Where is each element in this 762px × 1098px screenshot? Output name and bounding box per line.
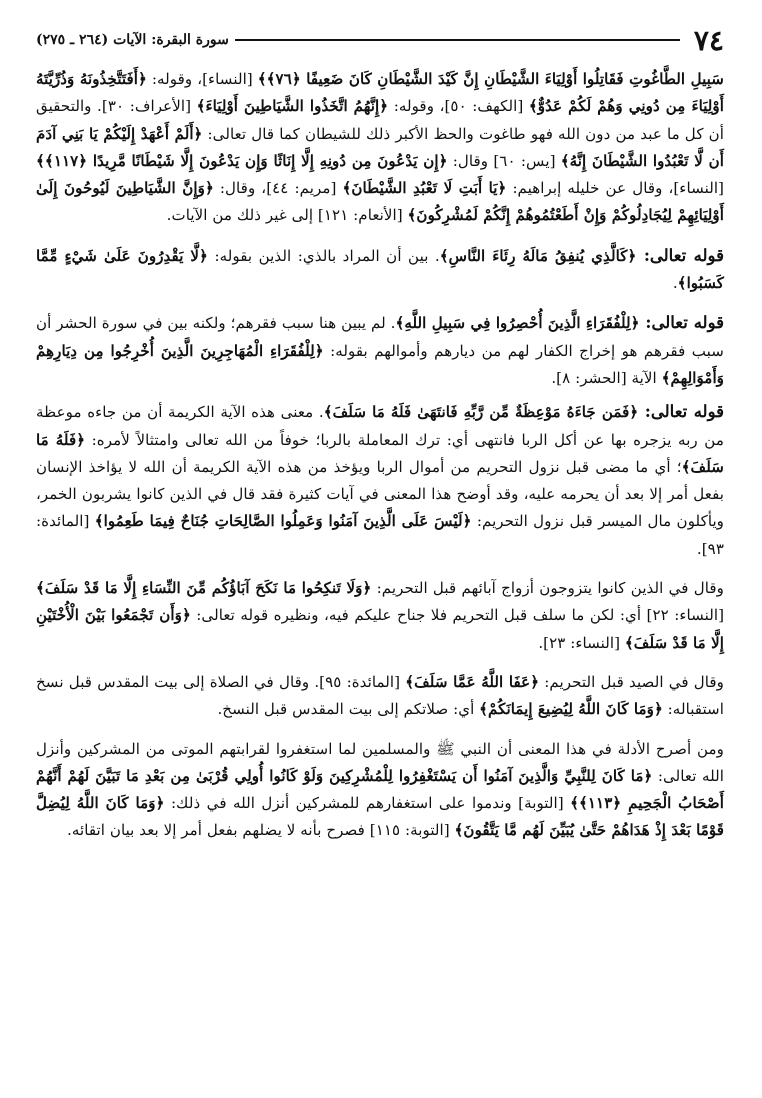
quran-quote: ﴿وَمَا كَانَ اللَّهُ لِيُضِلَّ قَوْمًا بَعْدَ إِذْ هَدَاهُمْ حَتَّىٰ يُبَيِّنَ لَهُم مَّا يَتَّقُونَ﴾: [36, 794, 724, 840]
page-header: [36, 20, 724, 60]
body-text: [مريم: ٤٤]، وقال:: [213, 179, 343, 198]
paragraph: [36, 66, 724, 230]
body-text: [النساء: ٢٣].: [538, 633, 625, 652]
body-text: . معنى هذه الآية الكريمة أن من جاءه موعظة من ربه يزجره بها عن أكل الربا فانتهى أي: ترك المعاملة بالربا؛ خوفاً من الله تعالى وامتثالاً لأمره:: [36, 403, 724, 449]
quran-quote: ﴿إِنَّهُمُ اتَّخَذُوا الشَّيَاطِينَ أَوْلِيَاءَ﴾: [196, 97, 389, 116]
page-body: [36, 66, 724, 845]
paragraph: [36, 309, 724, 392]
quran-quote: ﴿وَلَا تَنكِحُوا مَا نَكَحَ آبَاؤُكُم مِّنَ النِّسَاءِ إِلَّا مَا قَدْ سَلَفَ﴾: [36, 579, 372, 598]
quran-quote: ﴿لَيْسَ عَلَى الَّذِينَ آمَنُوا وَعَمِلُوا الصَّالِحَاتِ جُنَاحٌ فِيمَا طَعِمُوا﴾: [94, 512, 472, 531]
quran-quote: ﴿فَمَن جَاءَهُ مَوْعِظَةٌ مِّن رَّبِّهِ فَانتَهَىٰ فَلَهُ مَا سَلَفَ﴾: [323, 403, 639, 422]
quran-quote: ﴿لِلْفُقَرَاءِ الْمُهَاجِرِينَ الَّذِينَ أُخْرِجُوا مِن دِيَارِهِمْ وَأَمْوَالِهِمْ﴾: [36, 341, 724, 387]
body-text: ؛ أي ما مضى قبل نزول التحريم من أموال الربا ويؤخذ من هذه الآية الكريمة أن الله لا يؤاخذ الإنسان بفعل أمر إلا بعد أن يحرمه عليه، وقد أوضح هذا المعنى في آيات كثيرة فقد قال في الذين كانوا يشربون الخمر، ويأكلون مال الميسر قبل نزول التحريم:: [36, 457, 725, 531]
heading-label: قوله تعالى:: [639, 313, 724, 333]
quran-quote: ﴿وَأَن تَجْمَعُوا بَيْنَ الْأُخْتَيْنِ إِلَّا مَا قَدْ سَلَفَ﴾: [36, 606, 724, 652]
body-text: [النساء: ٢٢] أي: لكن ما سلف قبل التحريم فلا جناح عليكم فيه، ونظيره قوله تعالى:: [190, 606, 724, 625]
quran-quote: سَبِيلِ الطَّاغُوتِ فَقَاتِلُوا أَوْلِيَاءَ الشَّيْطَانِ إِنَّ كَيْدَ الشَّيْطَانِ كَانَ ضَعِيفًا ﴿٧٦﴾﴾: [257, 70, 724, 88]
quran-quote: ﴿عَفَا اللَّهُ عَمَّا سَلَفَ﴾: [405, 672, 540, 691]
paragraph: [36, 669, 724, 724]
quran-quote: ﴿فَلَهُ مَا سَلَفَ﴾: [36, 430, 724, 476]
paragraph: [36, 736, 724, 845]
body-text: وقال في الذين كانوا يتزوجون أزواج آبائهم قبل التحريم:: [371, 579, 724, 598]
body-text: أي: صلاتكم إلى بيت المقدس قبل النسخ.: [217, 700, 480, 719]
heading-label: قوله تعالى:: [636, 245, 724, 265]
header-rule: [235, 39, 680, 41]
quran-quote: ﴿كَالَّذِي يُنفِقُ مَالَهُ رِئَاءَ النَّاسِ﴾: [439, 246, 637, 265]
body-text: [الأنعام: ١٢١] إلى غير ذلك من الآيات.: [166, 206, 408, 225]
quran-quote: ﴿إِن يَدْعُونَ مِن دُونِهِ إِلَّا إِنَاثًا وَإِن يَدْعُونَ إِلَّا شَيْطَانًا مَّرِيدًا ﴿١١٧﴾﴾: [36, 151, 448, 170]
quran-quote: ﴿لَّا يَقْدِرُونَ عَلَىٰ شَيْءٍ مِّمَّا كَسَبُوا﴾: [36, 246, 724, 293]
body-text: [التوبة] وندموا على استغفارهم للمشركين أنزل الله في ذلك:: [164, 794, 571, 813]
quran-quote: ﴿أَلَمْ أَعْهَدْ إِلَيْكُمْ يَا بَنِي آدَمَ أَن لَّا تَعْبُدُوا الشَّيْطَانَ إِنَّهُ﴾: [36, 124, 724, 170]
quran-quote: ﴿يَا أَبَتِ لَا تَعْبُدِ الشَّيْطَانَ﴾: [342, 179, 507, 198]
body-text: [المائدة: ٩٥]. وقال في الصلاة إلى بيت المقدس قبل نسخ استقباله:: [36, 672, 724, 719]
body-text: [الأعراف: ٣٠]. والتحقيق أن كل ما عبد من دون الله فهو طاغوت والحظ الأكبر ذلك للشيطان كما قال تعالى:: [36, 97, 724, 143]
quran-quote: ﴿أَفَتَتَّخِذُونَهُ وَذُرِّيَّتَهُ أَوْلِيَاءَ مِن دُونِي وَهُمْ لَكُمْ عَدُوٌّ﴾: [36, 70, 724, 116]
body-text: الآية [الحشر: ٨].: [551, 368, 662, 387]
body-text: [الكهف: ٥٠]، وقوله:: [388, 97, 529, 116]
body-text: [يس: ٦٠] وقال:: [447, 151, 561, 170]
body-text: . لم يبين هنا سبب فقرهم؛ ولكنه بين في سورة الحشر أن سبب فقرهم هو إخراج الكفار لهم من ديارهم وأموالهم بقوله:: [36, 314, 724, 360]
heading-label: قوله تعالى:: [638, 402, 724, 422]
body-text: [المائدة: ٩٣].: [36, 512, 724, 558]
quran-quote: ﴿لِلْفُقَرَاءِ الَّذِينَ أُحْصِرُوا فِي سَبِيلِ اللَّهِ﴾: [395, 314, 640, 333]
page-number: ٧٤: [693, 23, 724, 57]
body-text: .: [672, 274, 678, 293]
body-text: . بين أن المراد بالذي: الذين بقوله:: [207, 246, 440, 265]
body-text: [النساء]، وقوله:: [146, 70, 258, 88]
paragraph: [36, 242, 724, 298]
paragraph: [36, 398, 724, 563]
quran-quote: ﴿وَمَا كَانَ اللَّهُ لِيُضِيعَ إِيمَانَكُمْ﴾: [479, 700, 663, 719]
quran-quote: ﴿وَإِنَّ الشَّيَاطِينَ لَيُوحُونَ إِلَىٰ أَوْلِيَائِهِمْ لِيُجَادِلُوكُمْ وَإِنْ أَطَعْتُمُوهُمْ إِنَّكُمْ لَمُشْرِكُونَ﴾: [36, 179, 724, 225]
running-title: سورة البقرة: الآيات (٢٦٤ ـ ٢٧٥): [36, 32, 229, 48]
body-text: وقال في الصيد قبل التحريم:: [539, 672, 725, 691]
paragraph: [36, 575, 724, 657]
body-text: [النساء]، وقال عن خليله إبراهيم:: [506, 179, 724, 198]
body-text: [التوبة: ١١٥] فصرح بأنه لا يضلهم بفعل أمر إلا بعد بيان اتقائه.: [67, 821, 455, 840]
quran-quote: ﴿مَا كَانَ لِلنَّبِيِّ وَالَّذِينَ آمَنُوا أَن يَسْتَغْفِرُوا لِلْمُشْرِكِينَ وَلَوْ كَانُوا أُولِي قُرْبَىٰ مِن بَعْدِ مَا تَبَيَّنَ لَهُمْ أَنَّهُمْ أَصْحَابُ الْجَحِيمِ ﴿١١٣﴾﴾: [36, 766, 725, 813]
body-text: ومن أصرح الأدلة في هذا المعنى أن النبي ﷺ والمسلمين لما استغفروا لقرابتهم الموتى من المشركين وأنزل الله تعالى:: [36, 739, 724, 785]
